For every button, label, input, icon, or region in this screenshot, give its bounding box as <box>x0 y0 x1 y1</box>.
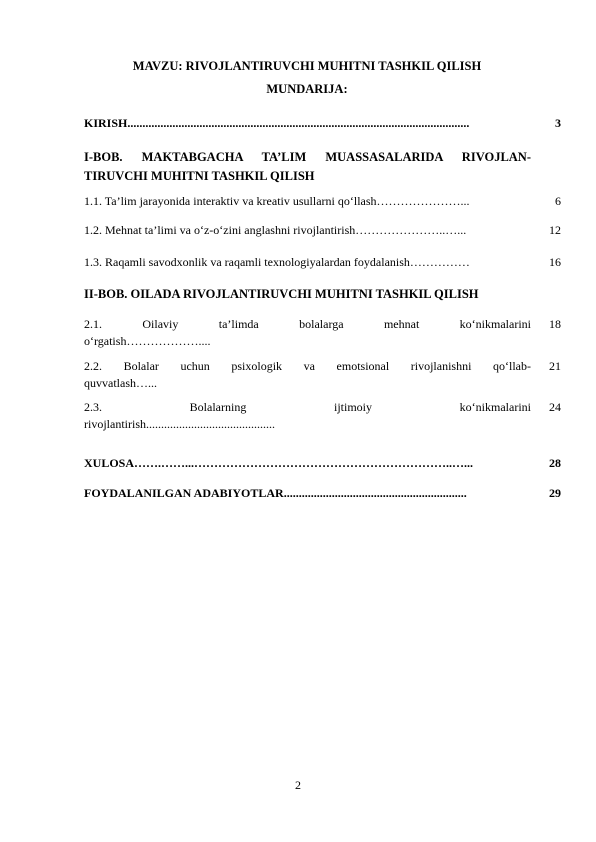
toc-page-number: 29 <box>549 486 561 500</box>
toc-entry-label: KIRISH.................................................................................................................. <box>84 116 470 130</box>
toc-entry-line: 2.3. Bolalarning ijtimoiy ko‘nikmalarini <box>84 400 531 414</box>
toc-entry-label: FOYDALANILGAN ADABIYOTLAR............................................................. <box>84 486 467 500</box>
toc-entry-label: 1.3. Raqamli savodxonlik va raqamli texnologiyalardan foydalanish…………… <box>84 255 470 269</box>
toc-page-number: 24 <box>549 400 561 414</box>
toc-entry-line: o‘rgatish……………….... <box>84 334 211 348</box>
toc-entry-label <box>84 316 531 350</box>
toc-page-number: 21 <box>549 359 561 373</box>
toc-entry-label <box>84 399 531 433</box>
toc-page-number: 3 <box>555 116 561 130</box>
toc-entry-line: quvvatlash…... <box>84 376 157 390</box>
toc-page-number: 16 <box>549 255 561 269</box>
toc-page-number: 28 <box>549 456 561 470</box>
toc-entry-line: rivojlantirish........................................... <box>84 417 275 431</box>
toc-entry-label: XULOSA…….……...………………………………………………………..…... <box>84 456 474 470</box>
page-number: 2 <box>295 778 301 792</box>
chapter-heading-line: TIRUVCHI MUHITNI TASHKIL QILISH <box>84 169 315 183</box>
toc-entry-label: 1.2. Mehnat ta’limi va o‘z-o‘zini anglashni rivojlantirish…………………..…... <box>84 223 467 237</box>
topic-title: MAVZU: RIVOJLANTIRUVCHI MUHITNI TASHKIL QILISH <box>132 59 482 73</box>
toc-page-number: 12 <box>549 223 561 237</box>
contents-title: MUNDARIJA: <box>266 82 348 96</box>
toc-page-number: 6 <box>555 194 561 208</box>
toc-entry-line: 2.2. Bolalar uchun psixologik va emotsional rivojlanishni qo‘llab- <box>84 359 531 373</box>
toc-entry-label <box>84 358 531 392</box>
chapter-heading-line: I-BOB. MAKTABGACHA TA’LIM MUASSASALARIDA RIVOJLAN- <box>84 150 531 164</box>
toc-entry-label: 1.1. Ta’lim jarayonida interaktiv va kreativ usullarni qo‘llash…………………... <box>84 194 470 208</box>
chapter-heading-line: II-BOB. OILADA RIVOJLANTIRUVCHI MUHITNI TASHKIL QILISH <box>84 287 479 301</box>
toc-page-number: 18 <box>549 317 561 331</box>
toc-chapter-1[interactable] <box>84 148 531 186</box>
toc-entry-line: 2.1. Oilaviy ta’limda bolalarga mehnat ko‘nikmalarini <box>84 317 531 331</box>
